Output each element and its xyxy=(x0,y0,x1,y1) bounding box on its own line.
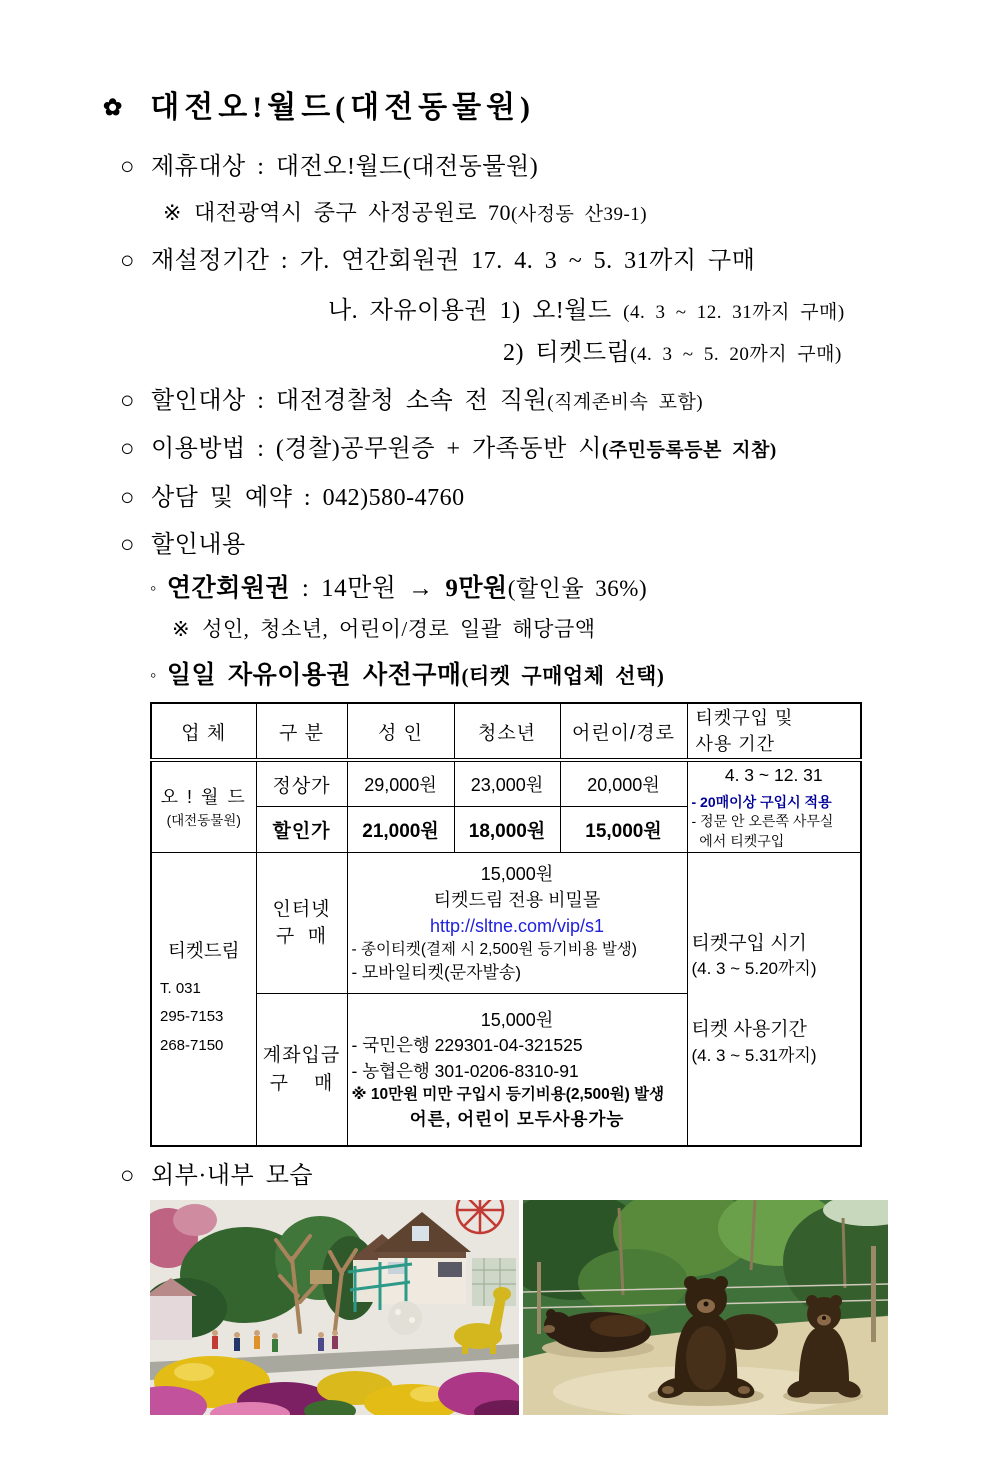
circle-bullet: ○ xyxy=(120,248,135,274)
oworld-period-note1: - 20매이상 구입시 적용 xyxy=(691,793,832,810)
page-title-text: 대전오!월드(대전동물원) xyxy=(150,91,536,124)
col-header-vendor: 업 체 xyxy=(151,703,256,760)
normal-price-youth: 23,000원 xyxy=(454,760,560,806)
internet-price: 15,000원 xyxy=(480,863,554,884)
address-text: 대전광역시 중구 사정공원로 70 xyxy=(193,200,511,225)
deposit-bank2: - 농협은행 301-0206-8310-91 xyxy=(351,1060,579,1081)
circle-bullet: ○ xyxy=(120,154,135,180)
discount-content-line xyxy=(120,524,246,559)
reference-mark: ※ xyxy=(172,617,191,641)
discount-price-child: 15,000원 xyxy=(560,807,687,853)
oworld-subname: (대전동물원) xyxy=(166,812,241,828)
use-period-label: 티켓 사용기간 xyxy=(691,1019,807,1041)
internet-label-line1: 인터넷 xyxy=(272,898,331,920)
col-header-child: 어린이/경로 xyxy=(560,703,687,760)
use-period-range: (4. 3 ~ 5.31까지) xyxy=(691,1045,817,1065)
usage-method-line xyxy=(120,428,777,463)
dayticket-line xyxy=(150,655,664,691)
ticketdream-text: 2) 티켓드림 xyxy=(503,340,631,366)
ticketdream-phone3: 268-7150 xyxy=(160,1036,224,1054)
col-header-youth: 청소년 xyxy=(454,703,560,760)
address-note-line xyxy=(163,196,647,227)
freepass-paren: (4. 3 ~ 12. 31까지 구매) xyxy=(623,302,845,323)
reset-period-line xyxy=(120,240,755,275)
exterior-photo xyxy=(150,1200,519,1415)
price-table xyxy=(150,702,862,1147)
internet-mall-name: 티켓드림 전용 비밀몰 xyxy=(433,889,601,910)
photos-label-text: 외부·내부 모습 xyxy=(151,1163,314,1189)
partner-text: 제휴대상 : 대전오!월드(대전동물원) xyxy=(151,154,539,180)
ticketdream-period-cell xyxy=(687,853,861,1146)
membership-price: 9만원 xyxy=(445,575,508,602)
normal-price-label: 정상가 xyxy=(256,760,347,806)
deposit-purchase-detail-cell xyxy=(347,994,687,1146)
ticketdream-paren: (4. 3 ~ 5. 20까지 구매) xyxy=(630,344,842,365)
oworld-period-note2: - 정문 안 오른쪽 사무실 xyxy=(691,813,834,830)
discount-price-label: 할인가 xyxy=(256,807,347,853)
ticketdream-url-link[interactable]: http://sltne.com/vip/s1 xyxy=(429,915,605,936)
membership-line xyxy=(150,568,647,604)
reservation-text: 상담 및 예약 : 042)580-4760 xyxy=(151,485,465,511)
oworld-name: 오 ! 월 드 xyxy=(160,787,247,808)
internet-note2: - 모바일티켓(문자발송) xyxy=(351,963,522,983)
deposit-purchase-label-cell xyxy=(256,994,347,1146)
bears-photo xyxy=(523,1200,888,1415)
discount-price-adult: 21,000원 xyxy=(347,807,454,853)
oworld-period-note3: 에서 티켓구입 xyxy=(691,832,785,849)
deposit-label-line2: 구 매 xyxy=(269,1072,334,1094)
buy-period-range: (4. 3 ~ 5.20까지) xyxy=(691,959,817,979)
dayticket-text: 일일 자유이용권 사전구매 xyxy=(166,662,462,689)
discount-content-text: 할인내용 xyxy=(151,532,246,558)
ticketdream-name: 티켓드림 xyxy=(168,939,240,961)
internet-purchase-detail-cell xyxy=(347,853,687,994)
photos-label-line xyxy=(120,1155,313,1190)
buy-period-label: 티켓구입 시기 xyxy=(691,932,807,954)
membership-mid: : 14만원 → xyxy=(290,575,446,602)
deposit-all-usable: 어른, 어린이 모두사용가능 xyxy=(409,1108,625,1129)
deposit-label-line1: 계좌입금 xyxy=(262,1045,341,1067)
oworld-period-range: 4. 3 ~ 12. 31 xyxy=(724,765,823,786)
freepass-text: 나. 자유이용권 1) 오!월드 xyxy=(328,298,624,324)
oworld-period-cell xyxy=(687,760,861,853)
membership-label: 연간회원권 xyxy=(166,575,291,602)
address-paren: (사정동 산39-1) xyxy=(510,204,648,225)
deposit-bank1: - 국민은행 229301-04-321525 xyxy=(351,1035,583,1056)
ticketdream-phone1: T. 031 xyxy=(160,979,201,997)
discount-target-paren: (직계존비속 포함) xyxy=(547,392,704,413)
deposit-warning: ※ 10만원 미만 구입시 등기비용(2,500원) 발생 xyxy=(351,1086,665,1104)
internet-purchase-label-cell xyxy=(256,853,347,994)
vendor-cell-ticketdream xyxy=(151,853,256,1146)
membership-paren: (할인율 36%) xyxy=(507,576,648,601)
usage-method-text: 이용방법 : (경찰)공무원증 + 가족동반 시 xyxy=(151,436,602,462)
small-circle-bullet: ◦ xyxy=(150,578,157,598)
partner-line xyxy=(120,146,538,181)
vendor-cell-oworld xyxy=(151,760,256,853)
dayticket-paren: (티켓 구매업체 선택) xyxy=(461,664,665,688)
small-circle-bullet: ◦ xyxy=(150,665,157,685)
reservation-line xyxy=(120,477,465,512)
photos-row xyxy=(150,1200,888,1415)
internet-label-line2: 구 매 xyxy=(275,926,328,948)
membership-note-line xyxy=(172,613,596,643)
ticketdream-phone2: 295-7153 xyxy=(160,1008,224,1026)
reference-mark: ※ xyxy=(163,200,182,225)
reset-period-text: 재설정기간 : 가. 연간회원권 17. 4. 3 ~ 5. 31까지 구매 xyxy=(151,248,756,274)
deposit-price: 15,000원 xyxy=(480,1010,554,1031)
circle-bullet: ○ xyxy=(120,388,135,414)
circle-bullet: ○ xyxy=(120,485,135,511)
col-header-period-line2: 사용 기간 xyxy=(695,734,776,755)
normal-price-adult: 29,000원 xyxy=(347,760,454,806)
normal-price-child: 20,000원 xyxy=(560,760,687,806)
reset-period-line2 xyxy=(328,290,845,325)
internet-note1: - 종이티켓(결제 시 2,500원 등기비용 발생) xyxy=(351,940,637,958)
page-title xyxy=(103,82,535,126)
circle-bullet: ○ xyxy=(120,436,135,462)
circle-bullet: ○ xyxy=(120,532,135,558)
col-header-adult: 성 인 xyxy=(347,703,454,760)
discount-price-youth: 18,000원 xyxy=(454,807,560,853)
col-header-period xyxy=(687,703,861,760)
discount-target-line xyxy=(120,380,703,415)
circle-bullet: ○ xyxy=(120,1163,135,1189)
reset-period-line3 xyxy=(503,332,842,367)
col-header-period-line1: 티켓구입 및 xyxy=(695,708,794,728)
flower-icon: ✿ xyxy=(103,95,123,120)
col-header-category: 구 분 xyxy=(256,703,347,760)
discount-target-text: 할인대상 : 대전경찰청 소속 전 직원 xyxy=(151,388,548,414)
usage-method-paren: (주민등록등본 지참) xyxy=(601,440,777,461)
membership-note-text: 성인, 청소년, 어린이/경로 일괄 해당금액 xyxy=(202,617,596,641)
